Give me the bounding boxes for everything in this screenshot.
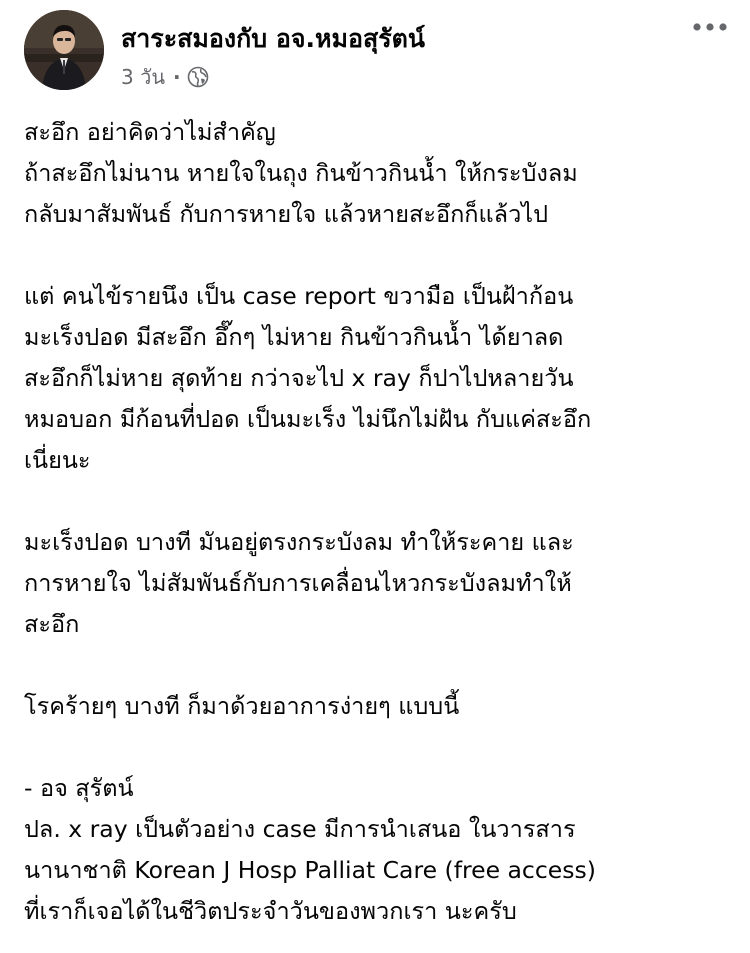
paragraph: [24, 686, 736, 727]
text-line: หมอบอก มีก้อนที่ปอด เป็นมะเร็ง ไม่นึกไม่ฝัน กับแค่สะอึก: [24, 405, 592, 433]
signature-line: - อจ สุรัตน์: [24, 774, 134, 802]
text-line: การหายใจ ไม่สัมพันธ์กับการเคลื่อนไหวกระบังลมทำให้: [24, 569, 572, 597]
paragraph: [24, 112, 736, 235]
text-line: เนี่ยนะ: [24, 446, 91, 474]
paragraph: [24, 768, 736, 932]
more-options-button[interactable]: [690, 12, 730, 42]
more-options-icon: [692, 22, 728, 32]
post-body: [24, 112, 736, 932]
author-avatar[interactable]: [24, 10, 104, 90]
text-line: ถ้าสะอึกไม่นาน หายใจในถุง กินข้าวกินน้ำ ให้กระบังลม: [24, 159, 578, 187]
text-line: แต่ คนไข้รายนึง เป็น case report ขวามือ เป็นฝ้าก้อน: [24, 282, 574, 310]
text-line: สะอึก อย่าคิดว่าไม่สำคัญ: [24, 118, 276, 146]
post-time[interactable]: 3 วัน: [121, 65, 165, 89]
text-line: ที่เราก็เจอได้ในชีวิตประจำวันของพวกเรา นะครับ: [24, 897, 517, 925]
text-line: สะอึก: [24, 610, 80, 638]
paragraph: [24, 276, 736, 481]
text-line: สะอึกก็ไม่หาย สุดท้าย กว่าจะไป x ray ก็ปาไปหลายวัน: [24, 364, 574, 392]
meta-separator: ·: [172, 65, 181, 89]
text-line: มะเร็งปอด บางที มันอยู่ตรงกระบังลม ทำให้ระคาย และ: [24, 528, 574, 556]
paragraph: [24, 522, 736, 645]
text-line: มะเร็งปอด มีสะอึก อึ๊กๆ ไม่หาย กินข้าวกินน้ำ ได้ยาลด: [24, 323, 564, 351]
text-line: ปล. x ray เป็นตัวอย่าง case มีการนำเสนอ ในวารสาร: [24, 815, 576, 843]
text-line: โรคร้ายๆ บางที ก็มาด้วยอาการง่ายๆ แบบนี้: [24, 692, 460, 720]
text-line: นานาชาติ Korean J Hosp Palliat Care (free access): [24, 856, 596, 884]
text-line: กลับมาสัมพันธ์ กับการหายใจ แล้วหายสะอึกก็แล้วไป: [24, 200, 549, 228]
post-header: [0, 0, 750, 100]
globe-icon[interactable]: [187, 66, 209, 88]
post-meta: [121, 62, 209, 92]
author-name[interactable]: สาระสมองกับ อจ.หมอสุรัตน์: [121, 24, 425, 53]
